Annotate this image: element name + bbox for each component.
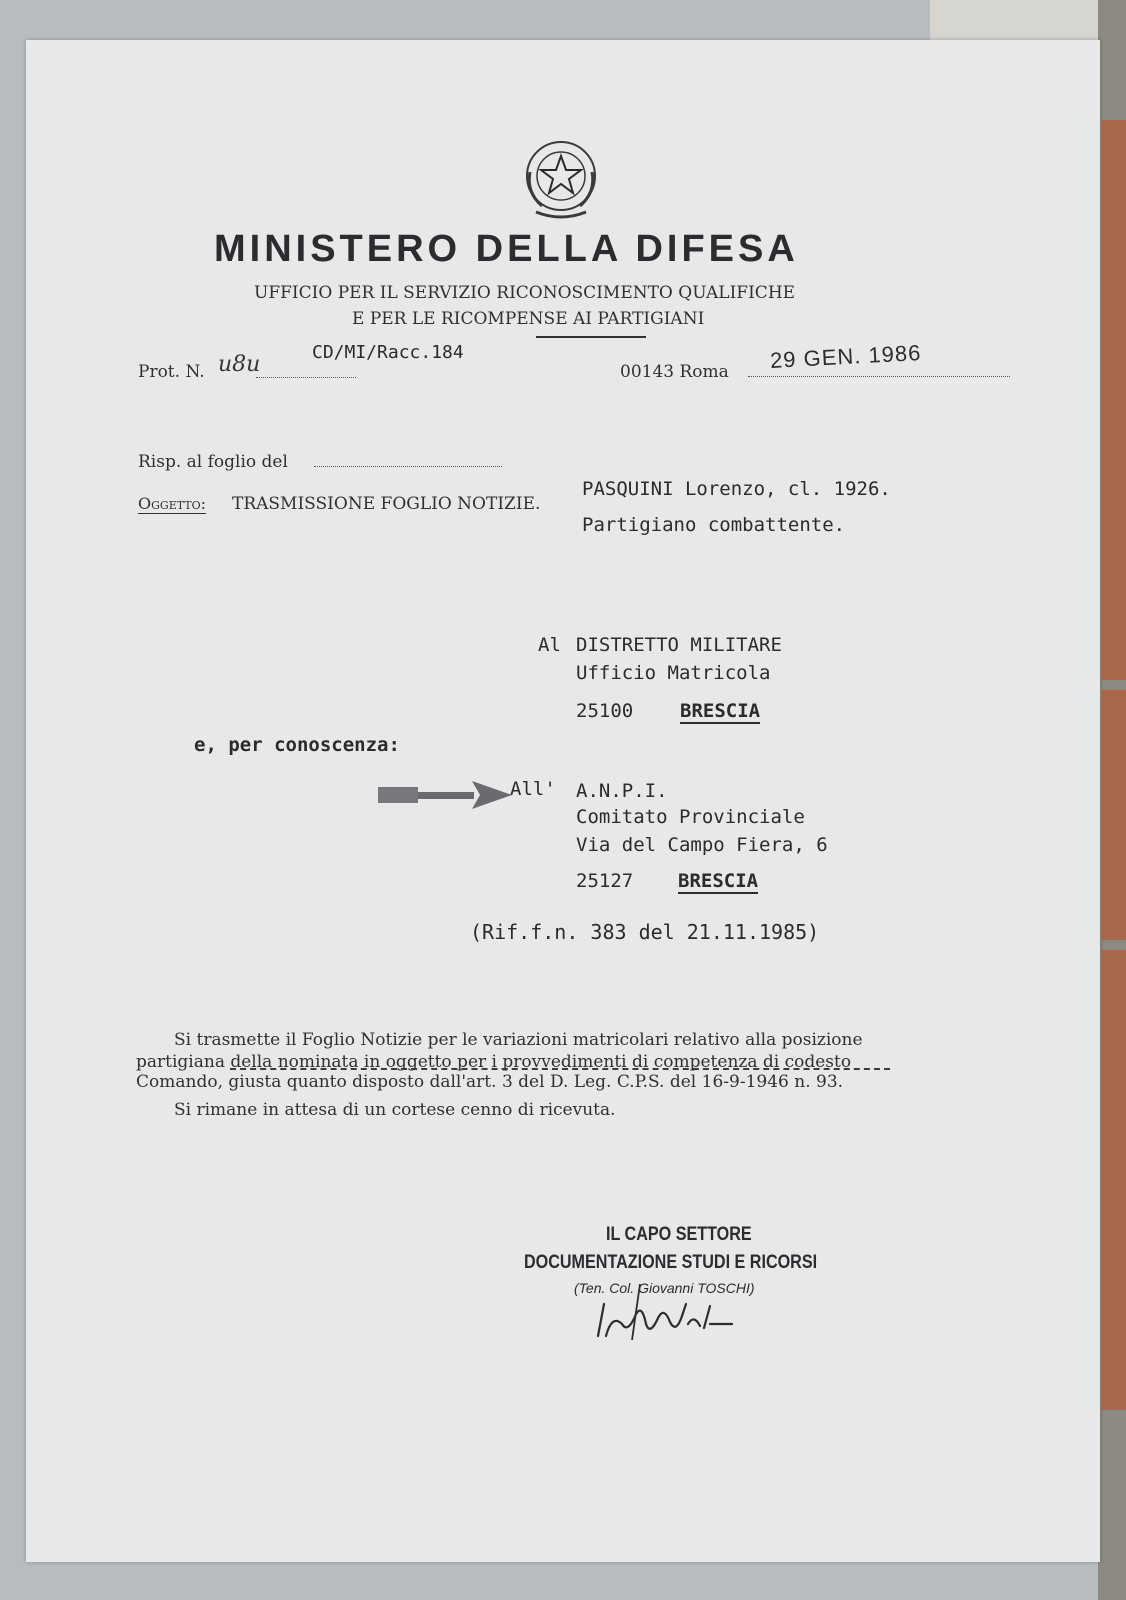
recipient-city: BRESCIA bbox=[680, 700, 761, 722]
protocol-label: Prot. N. bbox=[138, 362, 205, 382]
person-status: Partigiano combattente. bbox=[582, 514, 846, 536]
binder-tab bbox=[1102, 120, 1126, 680]
cc-zip: 25127 bbox=[576, 870, 634, 892]
protocol-dotted-line bbox=[256, 377, 356, 378]
protocol-handwritten: u8u bbox=[218, 352, 261, 377]
recipient-line-1: DISTRETTO MILITARE bbox=[576, 634, 782, 656]
cc-city: BRESCIA bbox=[678, 870, 759, 892]
background-fabric bbox=[930, 0, 1126, 40]
body-line-3: Comando, giusta quanto disposto dall'art. 3 del D. Leg. C.P.S. del 16-9-1946 n. 93. bbox=[136, 1072, 844, 1092]
reply-label: Risp. al foglio del bbox=[138, 452, 288, 472]
signature-title-1: IL CAPO SETTORE bbox=[606, 1224, 752, 1245]
strike-line bbox=[230, 1068, 890, 1070]
city-label: 00143 Roma bbox=[620, 362, 729, 382]
cc-label: e, per conoscenza: bbox=[194, 734, 400, 756]
office-line-2: E PER LE RICOMPENSE AI PARTIGIANI bbox=[352, 309, 705, 329]
protocol-number: CD/MI/Racc.184 bbox=[312, 342, 464, 363]
recipient-prefix: Al bbox=[538, 634, 561, 656]
recipient-zip: 25100 bbox=[576, 700, 634, 722]
date-stamp: 29 GEN. 1986 bbox=[769, 340, 922, 373]
signature-title-2: DOCUMENTAZIONE STUDI E RICORSI bbox=[524, 1252, 818, 1273]
body-line-4: Si rimane in attesa di un cortese cenno di ricevuta. bbox=[174, 1100, 616, 1120]
cc-prefix: All' bbox=[510, 778, 556, 800]
reply-dotted-line bbox=[314, 466, 502, 467]
document-page bbox=[26, 40, 1100, 1562]
recipient-line-2: Ufficio Matricola bbox=[576, 662, 771, 684]
emblem-icon bbox=[520, 132, 602, 224]
handwritten-signature bbox=[592, 1284, 742, 1344]
cc-line-3: Via del Campo Fiera, 6 bbox=[576, 834, 828, 856]
arrow-icon bbox=[376, 778, 516, 812]
subject-label: Oggetto: bbox=[138, 494, 207, 513]
body-line-2: partigiana della nominata in oggetto per i provvedimenti di competenza di codesto bbox=[136, 1052, 852, 1072]
date-dotted-line bbox=[748, 376, 1010, 377]
person-name: PASQUINI Lorenzo, cl. 1926. bbox=[582, 478, 891, 500]
binder-tab bbox=[1102, 950, 1126, 1410]
ministry-title: MINISTERO DELLA DIFESA bbox=[214, 228, 799, 270]
cc-line-1: A.N.P.I. bbox=[576, 780, 668, 802]
cc-reference: (Rif.f.n. 383 del 21.11.1985) bbox=[470, 920, 820, 944]
signature-name: (Ten. Col. Giovanni TOSCHI) bbox=[574, 1280, 755, 1296]
cc-line-2: Comitato Provinciale bbox=[576, 806, 805, 828]
subject-text: TRASMISSIONE FOGLIO NOTIZIE. bbox=[232, 494, 541, 514]
binder-tab bbox=[1102, 690, 1126, 940]
office-line-1: UFFICIO PER IL SERVIZIO RICONOSCIMENTO QUALIFICHE bbox=[254, 283, 796, 303]
divider bbox=[536, 336, 646, 338]
body-line-1: Si trasmette il Foglio Notizie per le variazioni matricolari relativo alla posizione bbox=[174, 1030, 863, 1050]
